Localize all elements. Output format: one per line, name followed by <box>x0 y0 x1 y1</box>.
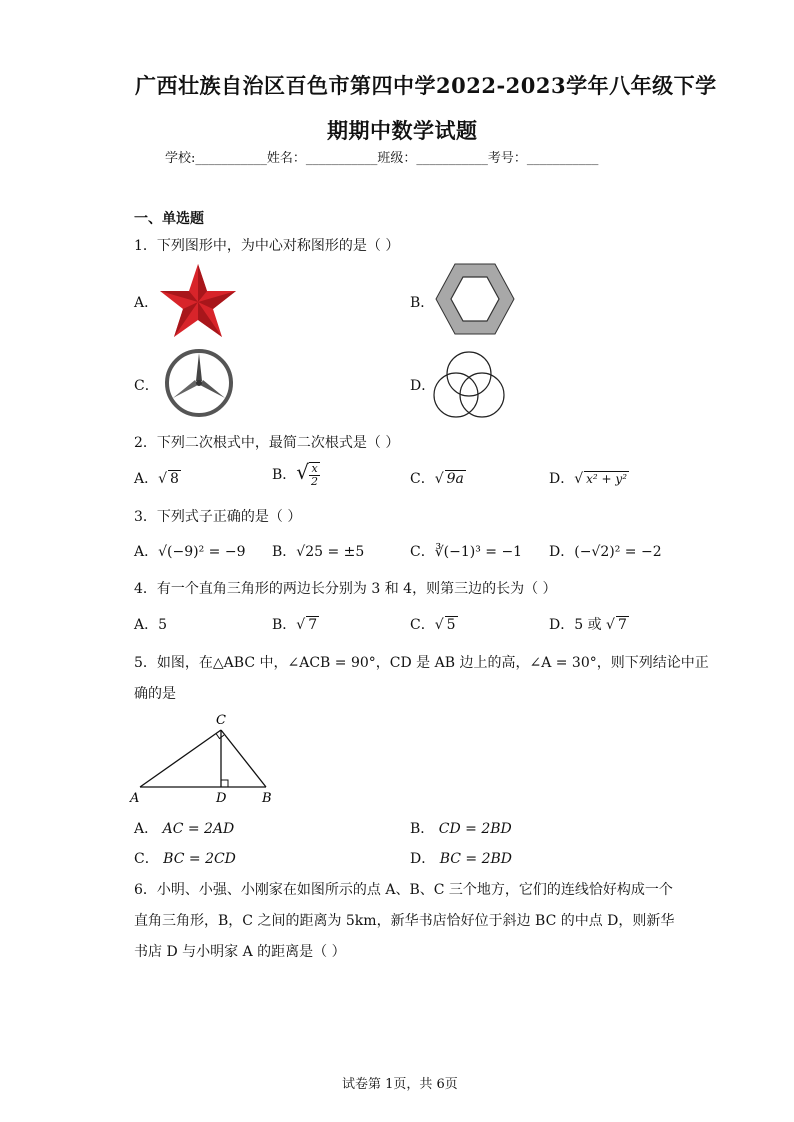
q5-a-expr: AC = 2AD <box>162 821 235 837</box>
q5-c-label: C． <box>134 851 159 867</box>
label-c: C <box>216 713 226 728</box>
question-4-stem: 4．有一个直角三角形的两边长分别为 3 和 4，则第三边的长为（ ） <box>134 581 557 597</box>
q4-option-a <box>134 614 167 634</box>
q2-option-b: B．√ $\frac{x}{2}$ <box>272 460 319 488</box>
q5-option-b <box>410 818 512 838</box>
q3-option-d <box>549 541 662 561</box>
q3-option-b <box>272 541 364 561</box>
q3-option-a <box>134 541 246 561</box>
q4-d-value: 5 或 <box>574 617 607 633</box>
question-6-line2: 直角三角形，B，C 之间的距离为 5km，新华书店恰好位于斜边 BC 的中点 D，则新华 <box>134 913 675 929</box>
q5-b-expr: CD = 2BD <box>438 821 512 837</box>
q3-d-expr: (−√2)² = −2 <box>574 544 662 560</box>
q2-a-radicand: 8 <box>170 471 179 487</box>
q2-option-d: D．√ x² + y² <box>549 471 628 487</box>
q4-d-radicand: 7 <box>617 617 627 633</box>
star-figure <box>158 262 238 340</box>
q4-d-label: D． <box>549 617 575 633</box>
q5-d-expr: BC = 2BD <box>439 851 512 867</box>
q2-c-label: C． <box>410 471 435 487</box>
question-6-line3: 书店 D 与小明家 A 的距离是（ ） <box>134 944 346 960</box>
q5-a-label: A． <box>134 821 159 837</box>
section-heading: 一、单选题 <box>134 211 204 227</box>
q1-option-a-label: A． <box>134 295 159 311</box>
page-footer: 试卷第 1页，共 6页 <box>342 1077 458 1092</box>
q4-c-radicand: 5 <box>446 617 456 633</box>
page-title-line2: 期期中数学试题 <box>327 118 478 143</box>
student-info-line: 学校:___________姓名：___________班级：___________考号：___________ <box>165 151 599 166</box>
q5-d-label: D． <box>410 851 436 867</box>
q2-b-denominator: 2 <box>311 475 319 488</box>
q1-option-c-label: C． <box>134 378 159 394</box>
q2-b-numerator: x <box>309 463 320 476</box>
q2-b-label: B． <box>272 467 297 483</box>
q3-a-expr: √(−9)² = −9 <box>158 544 246 560</box>
q4-b-label: B． <box>272 617 297 633</box>
q2-d-label: D． <box>549 471 575 487</box>
question-6-line1: 6．小明、小强、小刚家在如图所示的点 A、B、C 三个地方，它们的连线恰好构成一个 <box>134 882 673 898</box>
q3-a-label: A． <box>134 544 159 560</box>
question-5-stem-line2: 确的是 <box>134 686 176 702</box>
q5-option-d <box>410 848 512 868</box>
q3-c-label: C． <box>410 544 435 560</box>
q3-option-c <box>410 541 522 561</box>
label-b: B <box>262 791 272 806</box>
q5-c-expr: BC = 2CD <box>163 851 236 867</box>
q5-option-a <box>134 818 234 838</box>
q3-c-expr: ∛(−1)³ = −1 <box>434 544 523 560</box>
q3-d-label: D． <box>549 544 575 560</box>
q1-option-b-label: B． <box>410 295 435 311</box>
three-pointed-star-figure <box>164 348 234 418</box>
q2-d-radicand: x² + y² <box>586 472 628 486</box>
q5-option-c <box>134 848 236 868</box>
question-3-stem: 3．下列式子正确的是（ ） <box>134 509 302 525</box>
triquetra-figure <box>432 350 506 418</box>
q2-option-a: A．√ 8 <box>134 471 179 487</box>
q2-c-radicand: 9a <box>446 471 464 487</box>
right-triangle-figure <box>128 710 288 810</box>
q3-b-label: B． <box>272 544 297 560</box>
q3-b-expr: √25 = ±5 <box>296 544 365 560</box>
page-title-line1: 广西壮族自治区百色市第四中学2022-2023学年八年级下学 <box>135 73 717 98</box>
q5-b-label: B． <box>410 821 435 837</box>
q4-option-c: C．√ 5 <box>410 617 456 633</box>
q4-option-b: B．√ 7 <box>272 617 318 633</box>
question-1-stem: 1．下列图形中，为中心对称图形的是（ ） <box>134 238 400 254</box>
q4-a-label: A． <box>134 617 159 633</box>
question-5-stem-line1: 5．如图，在△ABC 中，∠ACB = 90°，CD 是 AB 边上的高，∠A = 30°，则下列结论中正 <box>134 655 709 671</box>
label-d: D <box>216 791 227 806</box>
q4-a-value: 5 <box>158 617 168 633</box>
q4-b-radicand: 7 <box>308 617 318 633</box>
q2-option-c: C．√ 9a <box>410 471 464 487</box>
q2-a-label: A． <box>134 471 159 487</box>
q4-c-label: C． <box>410 617 435 633</box>
label-a: A <box>130 791 140 806</box>
q1-option-d-label: D． <box>410 378 436 394</box>
q4-option-d: D．5 或 √ 7 <box>549 617 627 633</box>
hexagon-nut-figure <box>435 263 515 335</box>
question-2-stem: 2．下列二次根式中，最简二次根式是（ ） <box>134 435 400 451</box>
